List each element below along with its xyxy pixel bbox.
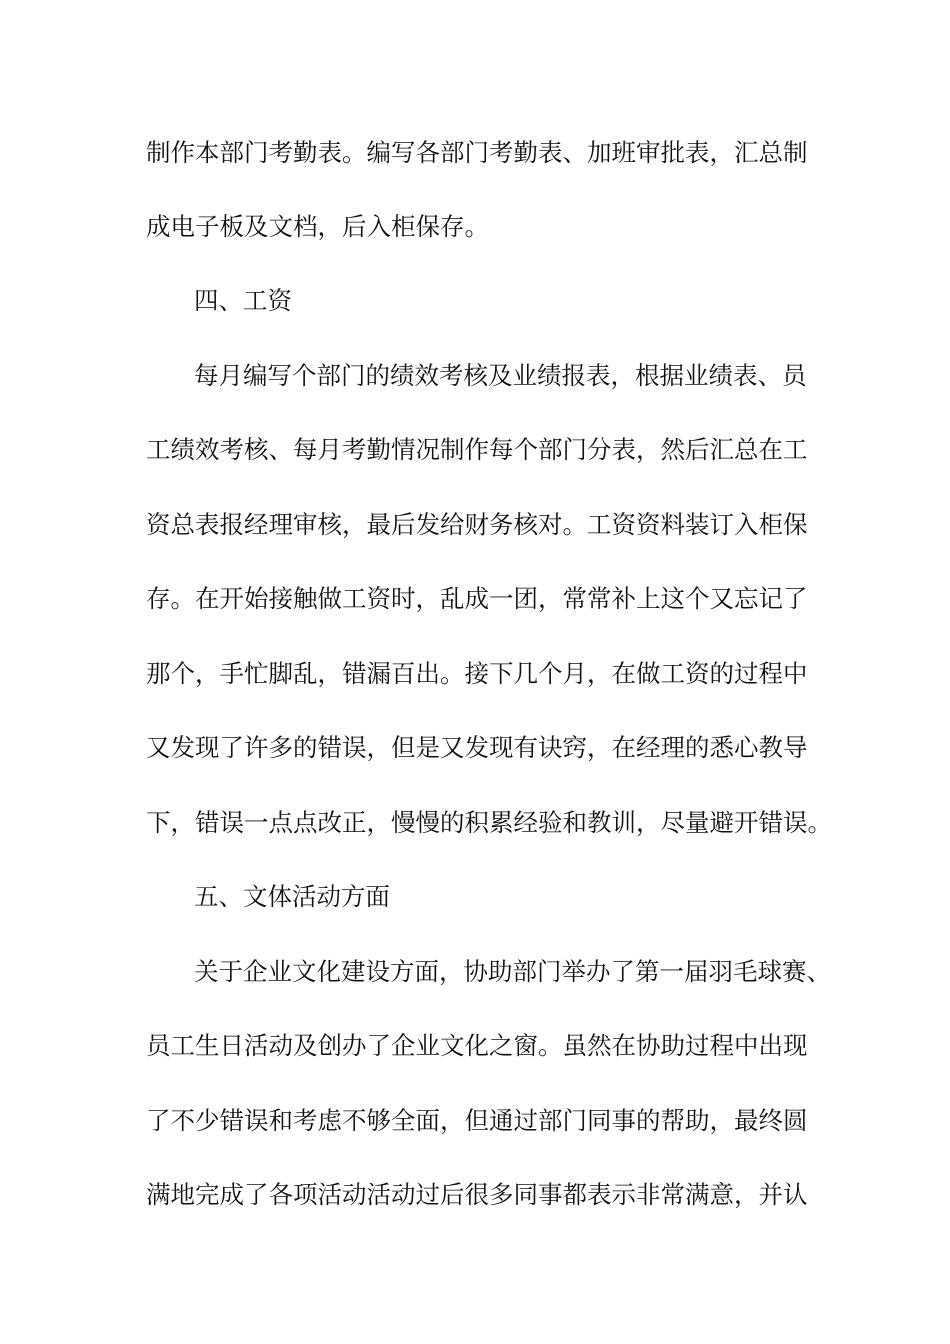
section-heading: 五、文体活动方面 xyxy=(194,882,390,911)
text-line: 那个，手忙脚乱，错漏百出。接下几个月，在做工资的过程中 xyxy=(146,659,808,688)
text-line: 每月编写个部门的绩效考核及业绩报表，根据业绩表、员 xyxy=(194,361,807,390)
text-line: 关于企业文化建设方面，协助部门举办了第一届羽毛球赛、 xyxy=(194,957,831,986)
text-line: 存。在开始接触做工资时，乱成一团，常常补上这个又忘记了 xyxy=(146,584,808,613)
section-heading: 四、工资 xyxy=(194,286,292,315)
text-line: 又发现了许多的错误，但是又发现有诀窍，在经理的悉心教导 xyxy=(146,733,808,762)
text-line: 工绩效考核、每月考勤情况制作每个部门分表，然后汇总在工 xyxy=(146,435,808,464)
text-line: 了不少错误和考虑不够全面，但通过部门同事的帮助，最终圆 xyxy=(146,1106,808,1135)
text-line: 员工生日活动及创办了企业文化之窗。虽然在协助过程中出现 xyxy=(146,1031,808,1060)
text-line: 制作本部门考勤表。编写各部门考勤表、加班审批表，汇总制 xyxy=(146,138,808,167)
text-line: 成电子板及文档，后入柜保存。 xyxy=(146,212,489,241)
text-line: 资总表报经理审核，最后发给财务核对。工资资料装订入柜保 xyxy=(146,510,808,539)
text-line: 下，错误一点点改正，慢慢的积累经验和教训，尽量避开错误。 xyxy=(146,808,832,837)
text-line: 满地完成了各项活动活动过后很多同事都表示非常满意，并认 xyxy=(146,1180,808,1209)
